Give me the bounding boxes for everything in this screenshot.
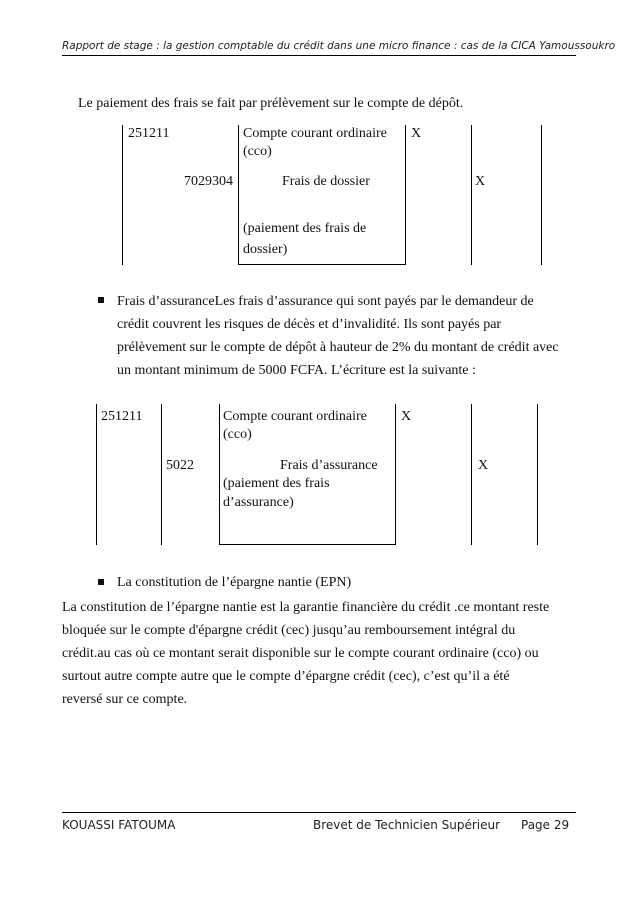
table1-label-line3: Frais de dossier — [282, 174, 370, 189]
table2-label-line2: (cco) — [223, 427, 252, 442]
footer-diploma: Brevet de Technicien Supérieur — [313, 818, 501, 832]
footer-page-number: Page 29 — [521, 818, 570, 832]
table2-label-line1: Compte courant ordinaire — [223, 409, 367, 424]
table2-line — [219, 404, 220, 545]
table2-credit-mark: X — [478, 458, 489, 473]
table2-line — [96, 404, 97, 545]
table2-line — [471, 404, 472, 545]
bullet-square-icon — [98, 297, 104, 303]
closing-paragraph — [62, 596, 549, 711]
table2-label-line4: (paiement des frais — [223, 476, 330, 491]
bullet1-paragraph — [117, 290, 559, 382]
page-header: Rapport de stage : la gestion comptable du crédit dans une micro finance : cas de la CICA Yamoussoukro — [62, 40, 616, 52]
table1-credit-account: 7029304 — [184, 174, 233, 189]
bullet1-line: prélèvement sur le compte de dépôt à hauteur de 2% du montant de crédit avec — [117, 340, 559, 355]
header-rule — [62, 55, 576, 56]
closing-line: La constitution de l’épargne nantie est la garantie financière du crédit .ce montant reste — [62, 600, 550, 615]
closing-line: bloquée sur le compte d'épargne crédit (cec) jusqu’au remboursement intégral du — [62, 623, 516, 638]
table1-label-line1: Compte courant ordinaire — [243, 126, 387, 141]
table1-credit-mark: X — [475, 174, 486, 189]
bullet2-text: La constitution de l’épargne nantie (EPN) — [117, 575, 352, 590]
table1-debit-mark: X — [411, 126, 422, 141]
table1-line — [122, 125, 123, 265]
table2-line — [219, 544, 396, 545]
table1-line — [238, 264, 406, 265]
bullet1-line: Frais d’assuranceLes frais d’assurance qui sont payés par le demandeur de — [117, 294, 534, 309]
table1-line — [238, 125, 239, 265]
table2-line — [537, 404, 538, 545]
table1-line — [471, 125, 472, 265]
table2-debit-mark: X — [401, 409, 412, 424]
table1-debit-account: 251211 — [128, 126, 170, 141]
table2-label-line3: Frais d’assurance — [280, 458, 378, 473]
table1-label-line5: dossier) — [243, 242, 288, 257]
bullet-square-icon — [98, 579, 104, 585]
table1-label-line4: (paiement des frais de — [243, 221, 367, 236]
footer-rule — [62, 812, 576, 813]
table2-credit-account: 5022 — [166, 458, 194, 473]
closing-line: surtout autre compte autre que le compte d’épargne crédit (cec), c’est qu’il a été — [62, 669, 510, 684]
closing-line: reversé sur ce compte. — [62, 692, 188, 707]
table2-line — [395, 404, 396, 545]
table2-line — [161, 404, 162, 545]
footer-author: KOUASSI FATOUMA — [62, 818, 176, 832]
bullet1-line: crédit couvrent les risques de décès et d’invalidité. Ils sont payés par — [117, 317, 502, 332]
table1-label-line2: (cco) — [243, 144, 272, 159]
table2-label-line5: d’assurance) — [223, 495, 294, 510]
table1-line — [405, 125, 406, 265]
closing-line: crédit.au cas où ce montant serait disponible sur le compte courant ordinaire (cco) ou — [62, 646, 539, 661]
table2-debit-account: 251211 — [101, 409, 143, 424]
table1-line — [541, 125, 542, 265]
bullet1-line: un montant minimum de 5000 FCFA. L’écriture est la suivante : — [117, 363, 476, 378]
intro-text: Le paiement des frais se fait par prélèvement sur le compte de dépôt. — [78, 96, 464, 111]
